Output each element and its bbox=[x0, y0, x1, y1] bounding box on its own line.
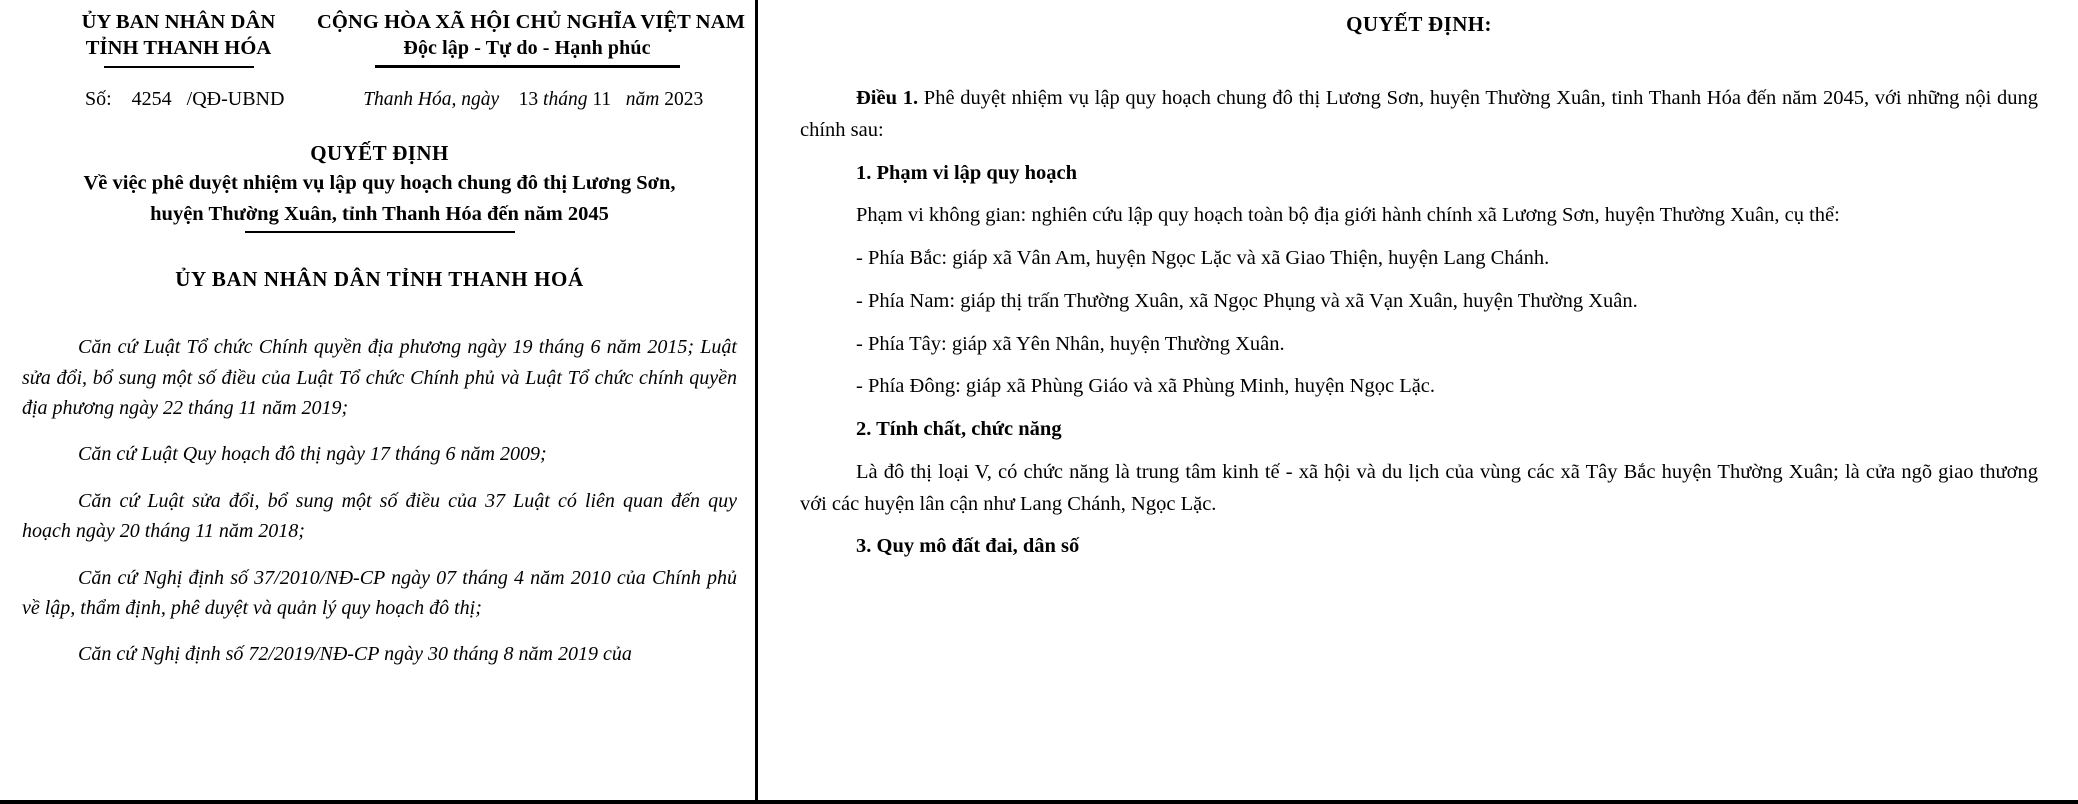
boundary-item: - Phía Nam: giáp thị trấn Thường Xuân, xã Ngọc Phụng và xã Vạn Xuân, huyện Thường Xuân. bbox=[856, 289, 1638, 312]
legal-basis-section bbox=[22, 332, 737, 670]
subtitle-underline bbox=[245, 231, 515, 234]
document-meta-row bbox=[22, 88, 737, 111]
legal-basis-paragraph: Căn cứ Luật Tổ chức Chính quyền địa phương ngày 19 tháng 6 năm 2015; Luật sửa đổi, bổ sung một số điều của Luật Tổ chức Chính phủ và Luật Tổ chức chính quyền địa phương ngày 22 tháng 11 năm 2019; bbox=[22, 336, 737, 419]
document-number bbox=[44, 88, 325, 111]
article-1-text: Phê duyệt nhiệm vụ lập quy hoạch chung đô thị Lương Sơn, huyện Thường Xuân, tinh Thanh Hóa đến năm 2045, với những nội dung chính sau: bbox=[800, 87, 2039, 141]
article-1-label: Điều 1. bbox=[856, 87, 919, 109]
section-1-heading: 1. Phạm vi lập quy hoạch bbox=[856, 161, 1077, 184]
date-place-prefix: Thanh Hóa, ngày bbox=[363, 89, 500, 111]
date-year-label: năm bbox=[625, 89, 660, 111]
legal-basis-paragraph: Căn cứ Luật Quy hoạch đô thị ngày 17 tháng 6 năm 2009; bbox=[78, 443, 547, 466]
left-column bbox=[0, 0, 755, 804]
section-2-text: Là đô thị loại V, có chức năng là trung tâm kinh tế - xã hội và du lịch của vùng các xã Tây Bắc huyện Thường Xuân; là cửa ngõ giao thương với các huyện lân cận như Lang Chánh, Ngọc Lặc. bbox=[800, 460, 2038, 515]
legal-basis-paragraph: Căn cứ Nghị định số 37/2010/NĐ-CP ngày 07 tháng 4 năm 2010 của Chính phủ về lập, thẩm định, phê duyệt và quản lý quy hoạch đô thị; bbox=[22, 566, 737, 619]
decision-subtitle-line-2: huyện Thường Xuân, tỉnh Thanh Hóa đến năm 2045 bbox=[150, 203, 609, 226]
document-number-suffix: /QĐ-UBND bbox=[186, 88, 285, 111]
date-day: 13 bbox=[518, 89, 539, 111]
legal-basis-paragraph: Căn cứ Nghị định số 72/2019/NĐ-CP ngày 30 tháng 8 năm 2019 của bbox=[78, 643, 632, 666]
section-2-heading: 2. Tính chất, chức năng bbox=[856, 418, 1062, 441]
section-3-heading: 3. Quy mô đất đai, dân số bbox=[856, 535, 1080, 558]
right-column bbox=[758, 0, 2078, 804]
boundary-item: - Phía Tây: giáp xã Yên Nhân, huyện Thường Xuân. bbox=[856, 332, 1285, 355]
date-month: 11 bbox=[592, 89, 612, 111]
boundary-item: - Phía Bắc: giáp xã Vân Am, huyện Ngọc Lặc và xã Giao Thiện, huyện Lang Chánh. bbox=[856, 247, 1550, 270]
decision-subtitle-line-1: Về việc phê duyệt nhiệm vụ lập quy hoạch chung đô thị Lương Sơn, bbox=[83, 172, 676, 195]
date-year: 2023 bbox=[664, 89, 704, 111]
article-1-paragraph bbox=[800, 83, 2038, 147]
organization-line-2: TỈNH THANH HÓA bbox=[85, 36, 272, 59]
right-column-bottom-rule bbox=[758, 800, 2078, 804]
national-motto bbox=[317, 10, 746, 68]
decision-title: QUYẾT ĐỊNH bbox=[310, 141, 449, 166]
left-column-bottom-rule bbox=[0, 800, 755, 804]
section-1-intro: Phạm vi không gian: nghiên cứu lập quy hoạch toàn bộ địa giới hành chính xã Lương Sơn, huyện Thường Xuân, cụ thể: bbox=[856, 204, 1840, 227]
issuing-authority: ỦY BAN NHÂN DÂN TỈNH THANH HOÁ bbox=[175, 267, 584, 292]
motto-underline bbox=[375, 65, 680, 68]
decision-section-title: QUYẾT ĐỊNH: bbox=[1346, 12, 1492, 36]
organization-underline bbox=[104, 66, 254, 69]
document-header bbox=[22, 0, 746, 68]
decision-title-block bbox=[22, 141, 737, 233]
document-number-label: Số: bbox=[84, 88, 112, 111]
issuing-organization bbox=[44, 10, 313, 68]
nation-line-1: CỘNG HÒA XÃ HỘI CHỦ NGHĨA VIỆT NAM bbox=[317, 11, 746, 33]
legal-basis-paragraph: Căn cứ Luật sửa đổi, bổ sung một số điều của 37 Luật có liên quan đến quy hoạch ngày 20 tháng 11 năm 2018; bbox=[22, 489, 737, 543]
date-month-label: tháng bbox=[543, 89, 588, 111]
nation-line-2: Độc lập - Tự do - Hạnh phúc bbox=[403, 36, 651, 59]
boundary-item: - Phía Đông: giáp xã Phùng Giáo và xã Phùng Minh, huyện Ngọc Lặc. bbox=[856, 375, 1436, 398]
organization-line-1: ỦY BAN NHÂN DÂN bbox=[81, 11, 276, 33]
document-date bbox=[329, 89, 737, 111]
document-number-value: 4254 bbox=[131, 88, 172, 111]
